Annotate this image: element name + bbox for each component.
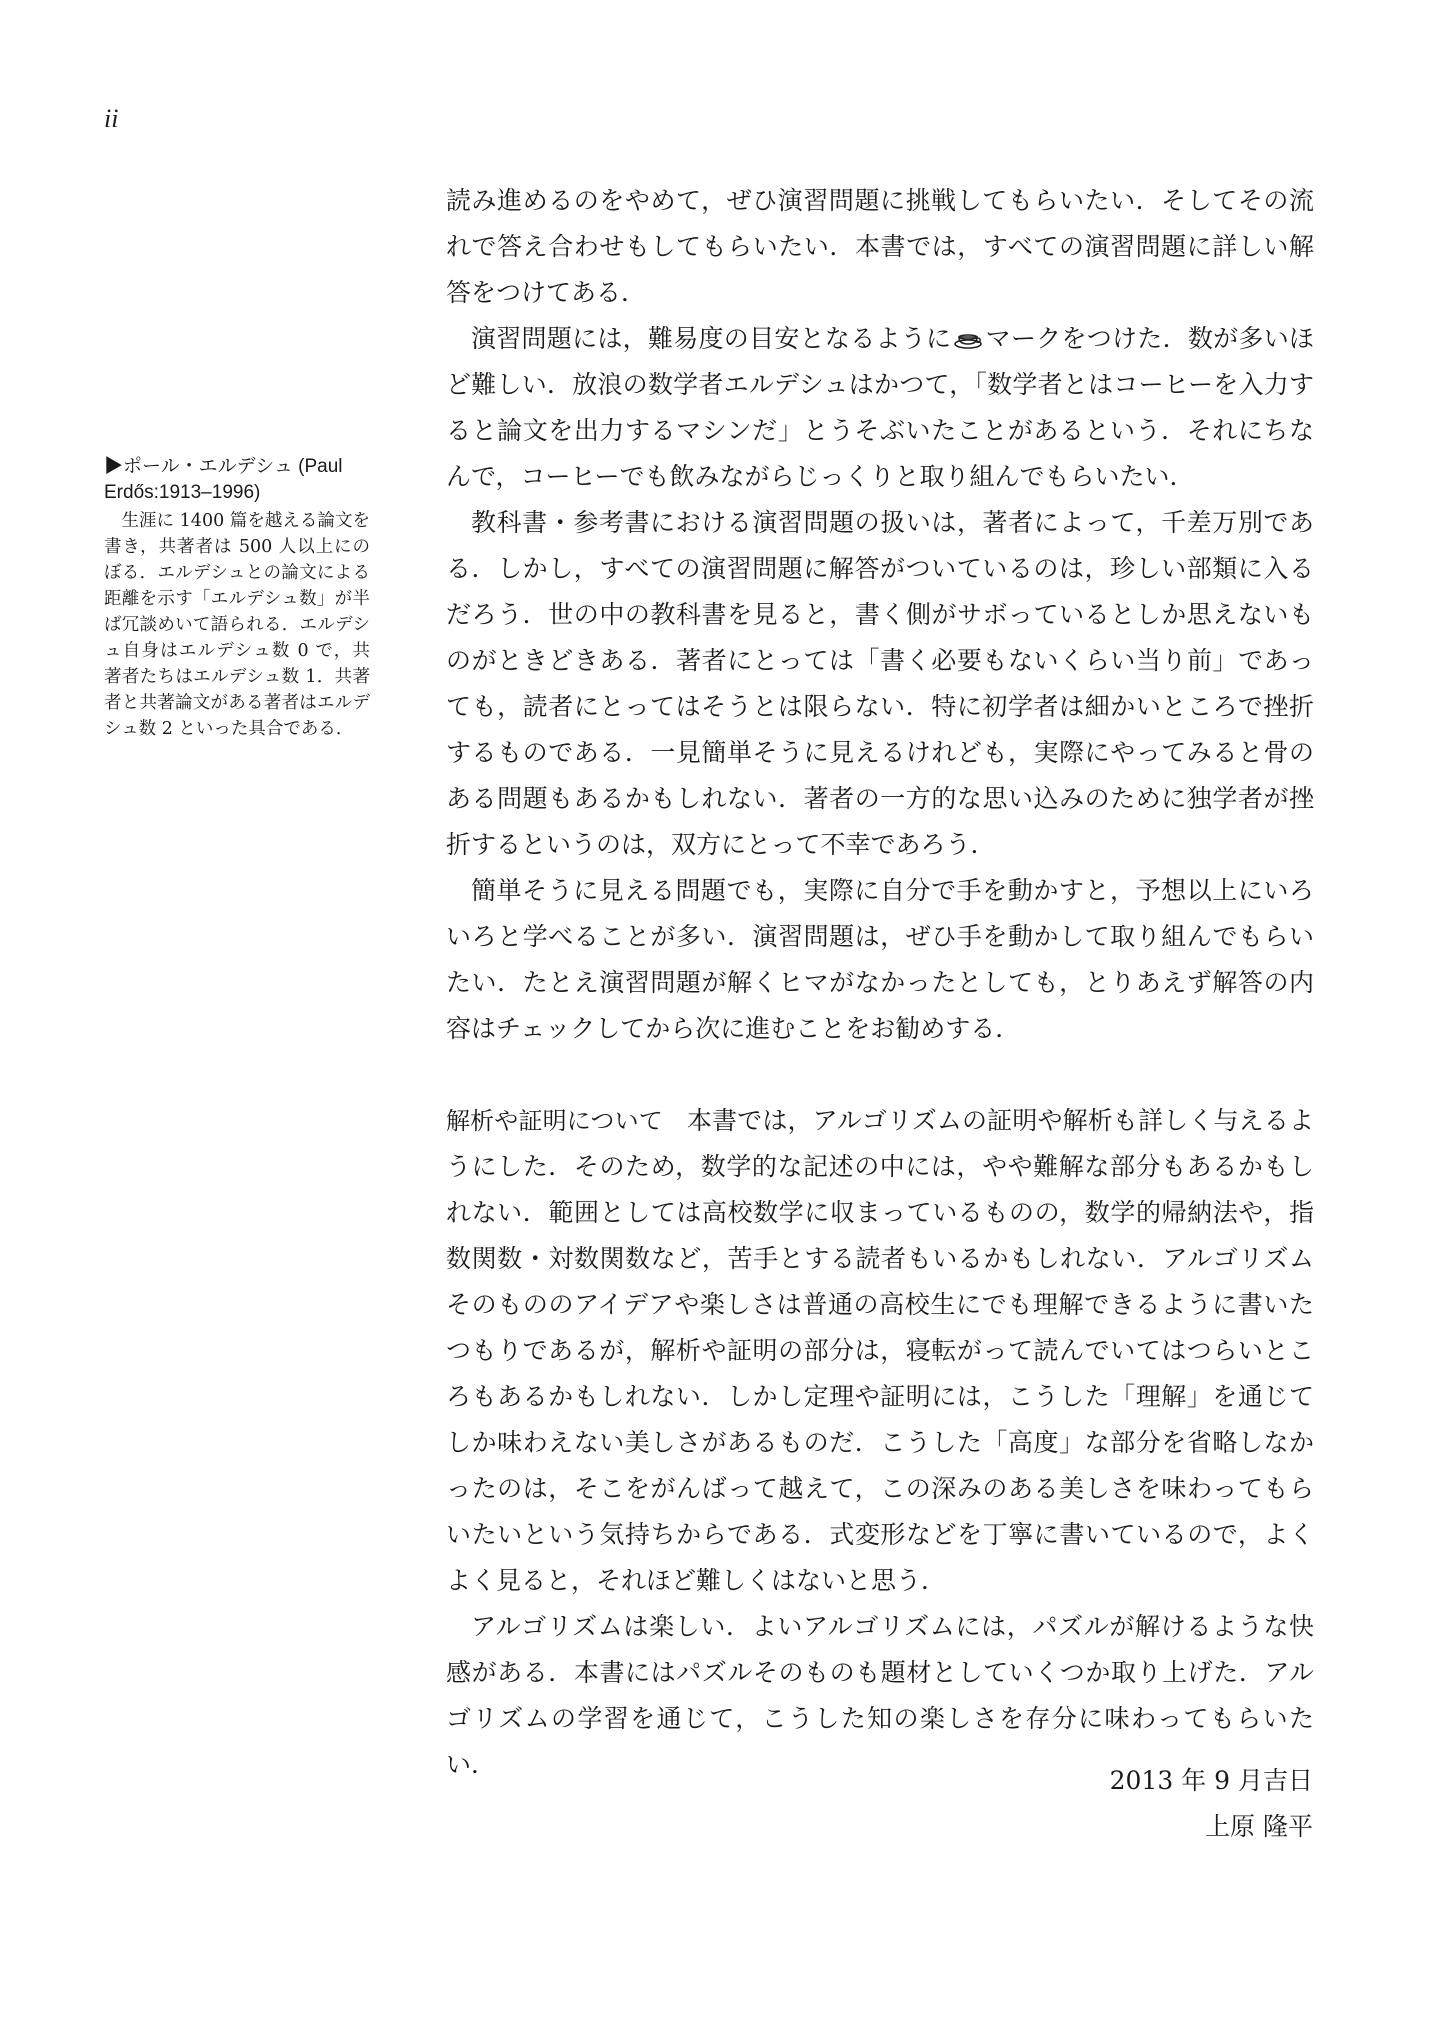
signature-author: 上原 隆平 (1205, 1812, 1313, 1841)
paragraph-2-after-icon: マークをつけた．数が多いほど難しい．放浪の数学者エルデシュはかつて，「数学者とはコーヒーを入力すると論文を出力するマシンだ」とうそぶいたことがあるという．それにちなんで，コーヒーでも飲みながらじっくりと取り組んでもらいたい． (446, 324, 1314, 491)
section-heading: 解析や証明について (446, 1107, 663, 1135)
paragraph-4: 簡単そうに見える問題でも，実際に自分で手を動かすと，予想以上にいろいろと学べることが多い．演習問題は，ぜひ手を動かして取り組んでもらいたい．たとえ演習問題が解くヒマがなかったとしても，とりあえず解答の内容はチェックしてから次に進むことをお勧めする． (446, 876, 1314, 1043)
sidenote (104, 454, 370, 742)
paragraph-3: 教科書・参考書における演習問題の扱いは，著者によって，千差万別である．しかし，すべての演習問題に解答がついているのは，珍しい部類に入るだろう．世の中の教科書を見ると，書く側がサボっているとしか思えないものがときどきある．著者にとっては「書く必要もないくらい当り前」であっても，読者にとってはそうとは限らない．特に初学者は細かいところで挫折するものである．一見簡単そうに見えるけれども，実際にやってみると骨のある問題もあるかもしれない．著者の一方的な思い込みのために独学者が挫折するというのは，双方にとって不幸であろう． (446, 508, 1314, 859)
paragraph-2-before-icon: 演習問題には，難易度の目安となるように (471, 324, 952, 353)
section-paragraph-1-text: 本書では，アルゴリズムの証明や解析も詳しく与えるようにした．そのため，数学的な記述の中には，やや難解な部分もあるかもしれない．範囲としては高校数学に収まっているものの，数学的帰納法や，指数関数・対数関数など，苦手とする読者もいるかもしれない．アルゴリズムそのもののアイデアや楽しさは普通の高校生にでも理解できるように書いたつもりであるが，解析や証明の部分は，寝転がって読んでいてはつらいところもあるかもしれない．しかし定理や証明には，こうした「理解」を通じてしか味わえない美しさがあるものだ．こうした「高度」な部分を省略しなかったのは，そこをがんばって越えて，この深みのある美しさを味わってもらいたいという気持ちからである．式変形などを丁寧に書いているので，よくよく見ると，それほど難しくはないと思う． (446, 1106, 1314, 1595)
paragraph-1: 読み進めるのをやめて，ぜひ演習問題に挑戦してもらいたい．そしてその流れで答え合わせもしてもらいたい．本書では，すべての演習問題に詳しい解答をつけてある． (446, 186, 1314, 307)
section-paragraph-1 (446, 1098, 1314, 1604)
page-number: ii (104, 104, 119, 133)
sidenote-body: 生涯に 1400 篇を越える論文を書き，共著者は 500 人以上にのぼる．エルデシュとの論文による距離を示す「エルデシュ数」が半ば冗談めいて語られる．エルデシュ自身はエルデシュ数 0 で，共著者たちはエルデシュ数 1．共著者と共著論文がある著者はエルデシュ数 2 といった具合である． (104, 511, 370, 739)
sidenote-heading: ▶ポール・エルデシュ (Paul Erdős:1913–1996) (104, 456, 343, 503)
main-text (446, 178, 1314, 1788)
coffee-cup-icon (953, 331, 983, 349)
section-paragraph-2: アルゴリズムは楽しい．よいアルゴリズムには，パズルが解けるような快感がある．本書にはパズルそのものも題材としていくつか取り上げた．アルゴリズムの学習を通じて，こうした知の楽しさを存分に味わってもらいたい． (446, 1612, 1314, 1779)
paragraph-2 (446, 316, 1314, 500)
signature-date: 2013 年 9 月吉日 (1109, 1766, 1313, 1795)
signature (1110, 1758, 1313, 1850)
